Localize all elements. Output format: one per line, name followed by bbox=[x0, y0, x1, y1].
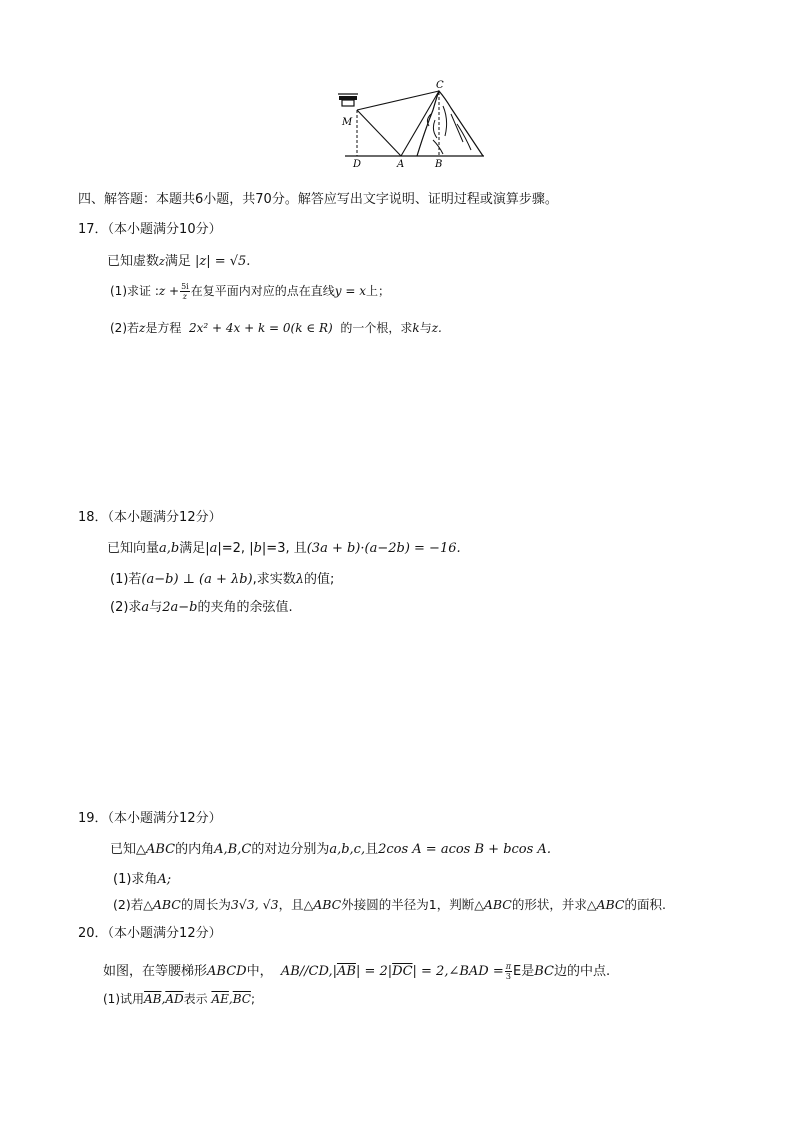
q20-part1: (1)试用$\overline{AB},\overline{AD}$表示 $\overline{AE},\overline{BC}$; bbox=[103, 992, 255, 1006]
label-A: A bbox=[397, 159, 405, 170]
label-C: C bbox=[436, 80, 444, 91]
mountain-shape bbox=[417, 91, 483, 156]
q19-part2: (2)若△ABC的周长为3√3, √3，且△ABC外接圆的半径为1，判断△ABC的形状，并求△ABC的面积. bbox=[113, 897, 666, 912]
q18-part2: (2)求a与2a−b的夹角的余弦值. bbox=[110, 600, 293, 615]
q17-stem: 已知虚数z满足 |z| = √5. bbox=[107, 254, 251, 269]
q19-part1: (1)求角A; bbox=[113, 872, 172, 887]
label-B: B bbox=[435, 159, 443, 170]
q18-part1: (1)若(a−b) ⊥ (a + λb),求实数λ的值; bbox=[110, 572, 335, 587]
drone-icon bbox=[338, 94, 358, 106]
ma-line bbox=[357, 110, 401, 156]
q19-header: 19．（本小题满分12分） bbox=[78, 811, 222, 826]
geometry-figure bbox=[333, 80, 493, 170]
label-M: M bbox=[342, 117, 353, 128]
q20-stem: 如图，在等腰梯形ABCD中， $AB//CD,|\overline{AB}| = 2|\overline{DC}|$ = 2,∠BAD = $\frac{\pi}{3}$ E是BC边的中点. bbox=[103, 962, 611, 981]
q17-header: 17．（本小题满分10分） bbox=[78, 222, 222, 237]
q20-header: 20．（本小题满分12分） bbox=[78, 926, 222, 941]
mountain-shading bbox=[427, 106, 471, 154]
q18-header: 18．（本小题满分12分） bbox=[78, 510, 222, 525]
q18-stem: 已知向量a,b满足|a|=2, |b|=3, 且(3a + b)·(a−2b) = −16. bbox=[107, 541, 461, 556]
q17-part2: (2)若z是方程 2x² + 4x + k = 0(k ∈ R) 的一个根，求k与z. bbox=[110, 321, 442, 335]
mc-line bbox=[357, 91, 439, 110]
q19-stem: 已知△ABC的内角A,B,C的对边分别为a,b,c,且2cos A = acos B + bcos A. bbox=[110, 842, 551, 857]
section-header: 四、解答题：本题共6小题，共70分。解答应写出文字说明、证明过程或演算步骤。 bbox=[78, 192, 558, 207]
label-D: D bbox=[353, 159, 362, 170]
q17-part1: (1)求证 :z + $\frac{5i}{z}$ 在复平面内对应的点在直线y = x上； bbox=[110, 282, 390, 301]
